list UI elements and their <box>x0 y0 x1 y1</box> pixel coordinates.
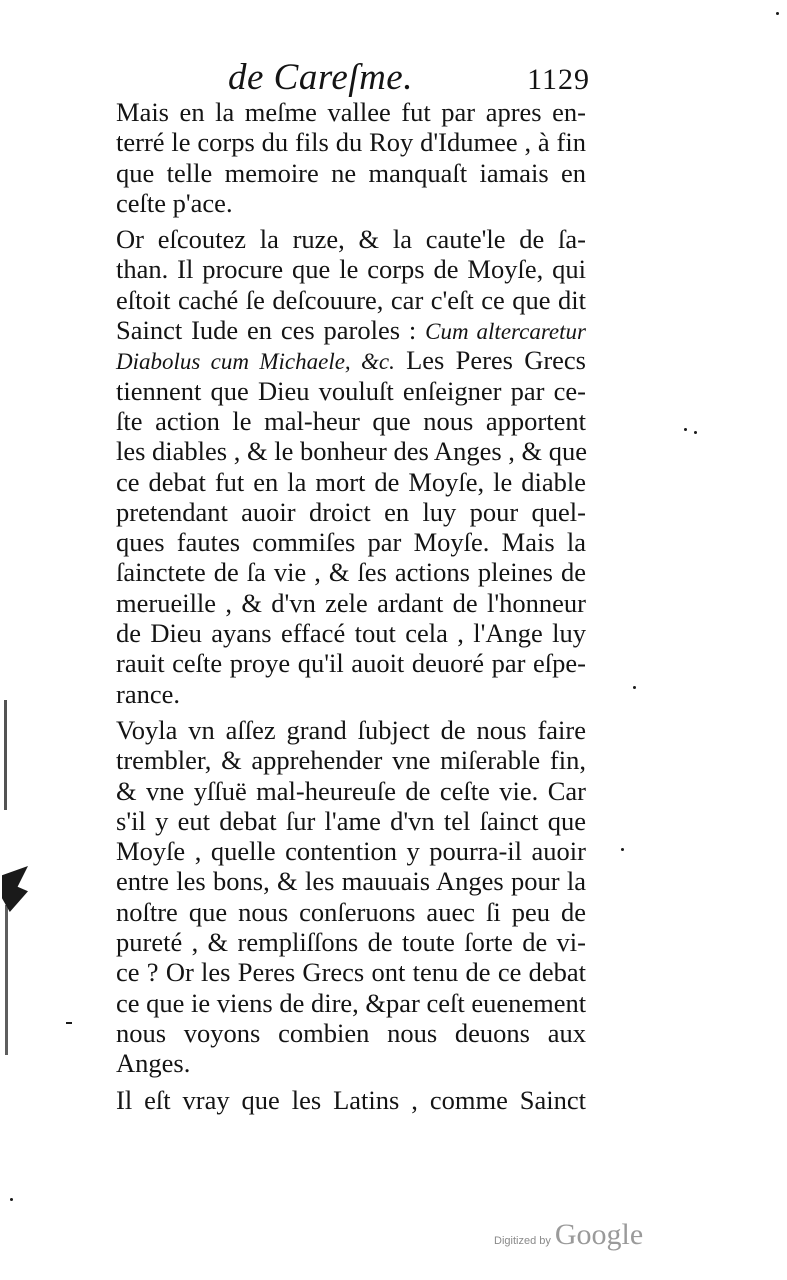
text-line: Moyſe , quelle contention y pourra-il auoir <box>116 836 586 867</box>
text-line: Anges. <box>116 1048 191 1079</box>
text-span: Sainct Iude en ces paroles : <box>116 315 426 346</box>
text-line: & vne yſſuë mal-heureuſe de ceſte vie. Car <box>116 775 586 806</box>
text-line: than. Il procure que le corps de Moyſe, qui <box>116 254 586 285</box>
text-line: de Dieu ayans effacé tout cela , l'Ange luy <box>116 618 586 649</box>
text-line: Voyla vn aſſez grand ſubject de nous faire <box>116 714 586 745</box>
latin-quote: Cum altercaretur <box>425 319 586 345</box>
running-header <box>228 56 590 99</box>
scan-speck <box>66 1022 72 1024</box>
text-line: Or eſcoutez la ruze, & la caute'le de ſa- <box>116 224 586 255</box>
google-logo: Google <box>554 1218 644 1251</box>
text-line: tiennent que Dieu vouluſt enſeigner par ce- <box>116 375 586 406</box>
header-title: de Careſme. <box>228 57 413 98</box>
text-line: nous voyons combien nous deuons aux <box>116 1017 586 1048</box>
text-line: pretendant auoir droict en luy pour quel- <box>116 496 586 527</box>
text-line: pureté , & rempliſſons de toute ſorte de vi- <box>116 927 586 958</box>
text-line: rance. <box>116 678 180 709</box>
text-line: les diables , & le bonheur des Anges , & que <box>116 436 588 467</box>
latin-quote: Diabolus cum Michaele, &c. <box>116 349 395 375</box>
digitized-watermark <box>494 1218 643 1252</box>
text-line: ce ? Or les Peres Grecs ont tenu de ce debat <box>116 957 586 988</box>
scan-speck <box>621 848 624 851</box>
scan-speck <box>633 686 636 689</box>
scan-margin-mark <box>4 700 7 810</box>
text-line: entre les bons, & les mauuais Anges pour la <box>116 866 586 897</box>
text-line: merueille , & d'vn zele ardant de l'honneur <box>116 587 586 618</box>
text-line <box>116 315 586 345</box>
text-line: ſainctete de ſa vie , & ſes actions pleines de <box>116 557 586 588</box>
body-text <box>116 97 586 1115</box>
text-line: ques fautes commiſes par Moyſe. Mais la <box>116 527 586 558</box>
text-line: ce que ie viens de dire, &par ceſt euenement <box>116 987 587 1018</box>
text-line: ceſte p'ace. <box>116 187 233 218</box>
text-line: Il eſt vray que les Latins , comme Sainct <box>116 1084 586 1115</box>
text-line: Mais en la meſme vallee fut par apres en- <box>116 97 586 127</box>
text-line: terré le corps du fils du Roy d'Idumee , à fin <box>116 127 586 158</box>
text-line: noſtre que nous conſeruons auec ſi peu de <box>116 896 586 927</box>
text-line: que telle memoire ne manquaſt iamais en <box>116 157 586 188</box>
text-line: rauit ceſte proye qu'il auoit deuoré par eſpe- <box>116 648 586 679</box>
page-number: 1129 <box>527 63 590 96</box>
text-line: trembler, & apprehender vne miſerable fin, <box>116 745 586 776</box>
scan-margin-mark <box>5 905 8 1055</box>
scan-speck <box>684 428 687 431</box>
text-line: ſte action le mal-heur que nous apportent <box>116 405 586 436</box>
text-line <box>116 345 586 375</box>
text-line: s'il y eut debat ſur l'ame d'vn tel ſainct que <box>116 805 586 836</box>
watermark-caption: Digitized by <box>494 1235 551 1247</box>
text-line: ce debat fut en la mort de Moyſe, le diable <box>116 466 586 497</box>
text-span: Les Peres Grecs <box>394 345 586 376</box>
scan-speck <box>694 431 697 434</box>
scan-speck <box>776 12 779 15</box>
scan-speck <box>10 1198 13 1201</box>
text-line: eſtoit caché ſe deſcouure, car c'eſt ce que dit <box>116 284 586 315</box>
